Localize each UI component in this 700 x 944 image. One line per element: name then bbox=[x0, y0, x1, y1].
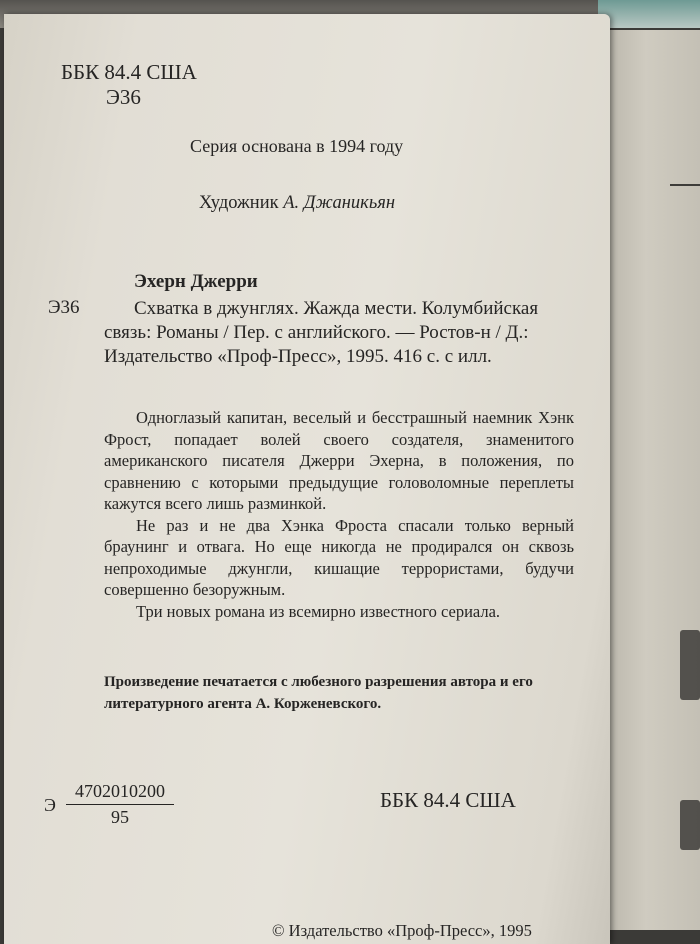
biblio-line: Схватка в джунглях. Жажда мести. Колумбийская bbox=[134, 298, 539, 319]
artist-name: А. Джаникьян bbox=[283, 193, 396, 213]
isbn-prefix: Э bbox=[44, 795, 56, 815]
annotation-paragraph: Не раз и не два Хэнка Фроста спасали только верный браунинг и отвага. Но еще никогда не продирался он сквозь непроходимые джунгли, кишащие террористами, будучи совершенно безоружным. bbox=[104, 515, 574, 599]
isbn-fraction bbox=[66, 779, 174, 829]
permission-note: Произведение печатается с любезного разрешения автора и его литературного агента А. Корженевского. bbox=[104, 674, 533, 712]
isbn-denominator: 95 bbox=[111, 807, 129, 827]
page-mark bbox=[670, 184, 700, 186]
adjacent-page-edge bbox=[610, 30, 700, 930]
bbk-classification-top: ББК 84.4 США bbox=[61, 60, 197, 84]
isbn-numerator: 4702010200 bbox=[66, 779, 174, 805]
author-code-top: Э36 bbox=[106, 85, 141, 109]
annotation-paragraph: Одноглазый капитан, веселый и бесстрашный наемник Хэнк Фрост, попадает волей своего создателя, знаменитого американского писателя Джерри Эхерна, в положения, по сравнению с которыми предыдущие головоломные переплеты кажутся всего лишь разминкой. bbox=[104, 408, 574, 513]
artist-line bbox=[199, 192, 395, 214]
book-page bbox=[4, 14, 610, 944]
annotation bbox=[104, 407, 574, 622]
artist-label: Художник bbox=[199, 193, 279, 213]
annotation-paragraph: Три новых романа из всемирно известного сериала. bbox=[136, 601, 501, 621]
series-note: Серия основана в 1994 году bbox=[190, 136, 404, 156]
scribble-mark bbox=[680, 630, 700, 700]
biblio-line: Издательство «Проф-Пресс», 1995. 416 с. с илл. bbox=[104, 346, 492, 367]
biblio-line: связь: Романы / Пер. с английского. — Ростов-н / Д.: bbox=[104, 322, 529, 343]
bibliographic-record bbox=[104, 297, 590, 369]
author-name: Эхерн Джерри bbox=[134, 271, 258, 292]
copyright-line: © Издательство «Проф-Пресс», 1995 bbox=[272, 921, 532, 940]
book-cover-edge bbox=[598, 0, 700, 28]
bbk-classification-bottom: ББК 84.4 США bbox=[380, 788, 516, 812]
scribble-mark bbox=[680, 800, 700, 850]
author-code-side: Э36 bbox=[48, 297, 80, 318]
